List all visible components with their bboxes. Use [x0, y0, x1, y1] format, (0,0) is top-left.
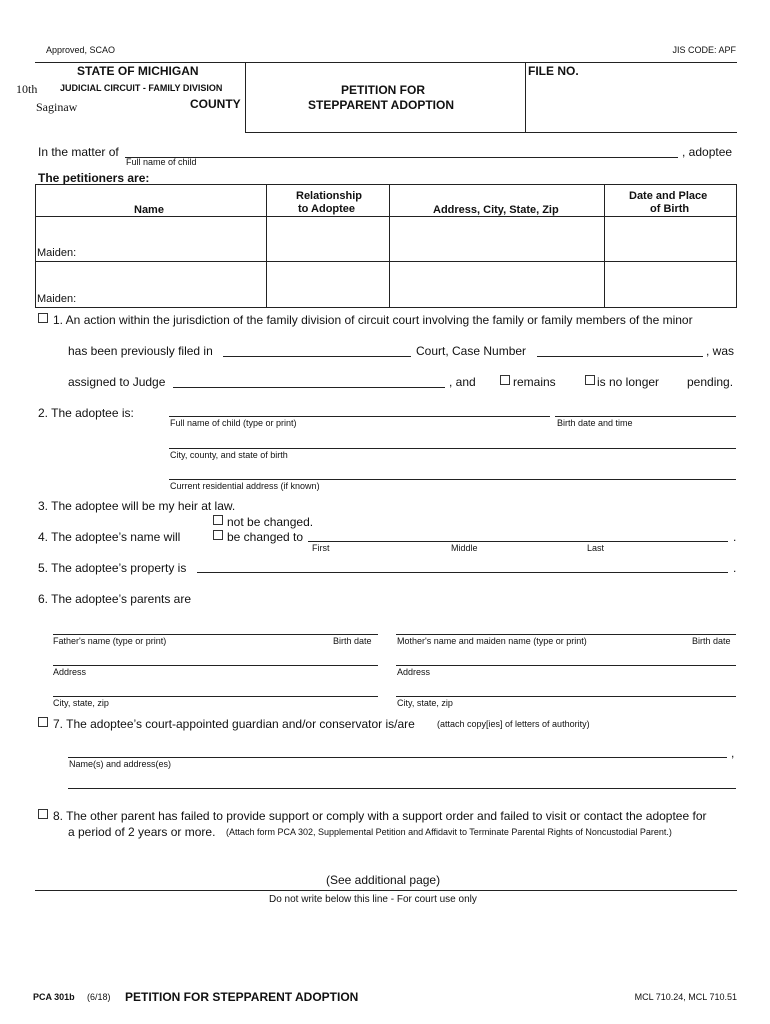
item1-checkbox[interactable] [38, 313, 48, 323]
mother-address-caption: Address [397, 667, 431, 677]
approved-text: Approved, SCAO [46, 45, 116, 55]
item1-filed-in: has been previously filed in [68, 344, 213, 358]
see-additional: (See additional page) [326, 873, 441, 887]
mother-city-caption: City, state, zip [397, 698, 453, 708]
item5-period: . [733, 561, 737, 575]
adoptee-name-caption: Full name of child (type or print) [170, 418, 297, 428]
father-address-caption: Address [53, 667, 87, 677]
col-relationship-1: Relationship [296, 190, 363, 202]
child-name-caption: Full name of child [126, 157, 197, 167]
item6-label: 6. The adoptee’s parents are [38, 592, 191, 606]
judge-field[interactable] [173, 387, 445, 388]
statute: MCL 710.24, MCL 710.51 [634, 992, 737, 1002]
court-use-note: Do not write below this line - For court use only [269, 894, 477, 905]
new-name-last-caption: Last [587, 543, 605, 553]
item7-note: (attach copy[ies] of letters of authority) [437, 719, 590, 729]
col-relationship-2: to Adoptee [298, 203, 356, 215]
father-city-field[interactable] [53, 696, 378, 697]
item4-period: . [733, 530, 737, 544]
county-name[interactable]: Saginaw [36, 100, 78, 114]
adoptee-name-field[interactable] [169, 416, 550, 417]
father-name-caption: Father's name (type or print) [53, 636, 167, 646]
mother-name-field[interactable] [396, 634, 736, 635]
name-not-changed-label: not be changed. [227, 515, 314, 529]
item1-was: , was [706, 344, 735, 358]
item8-line2: a period of 2 years or more. [68, 825, 216, 839]
adoptee-birth-field[interactable] [555, 416, 736, 417]
remains-label: remains [513, 375, 556, 389]
circuit-label: JUDICIAL CIRCUIT - FAMILY DIVISION [60, 83, 223, 93]
father-city-caption: City, state, zip [53, 698, 109, 708]
mother-birth-caption: Birth date [692, 636, 731, 646]
title-line-1: PETITION FOR [341, 83, 425, 97]
name-not-changed-checkbox[interactable] [213, 515, 223, 525]
col-birth-2: of Birth [650, 203, 690, 215]
guardian-field-2[interactable] [68, 788, 736, 789]
item7-checkbox[interactable] [38, 717, 48, 727]
col-address: Address, City, State, Zip [433, 204, 559, 216]
form-code: PCA 301b [33, 992, 75, 1002]
county-label: COUNTY [190, 97, 241, 111]
adoptee-birth-caption: Birth date and time [557, 418, 633, 428]
guardian-field[interactable] [68, 757, 727, 758]
circuit-number[interactable]: 10th [16, 82, 38, 96]
father-birth-caption: Birth date [333, 636, 372, 646]
item7-label: 7. The adoptee’s court-appointed guardian and/or conservator is/are [53, 717, 415, 731]
item2-label: 2. The adoptee is: [38, 406, 134, 420]
item4-label: 4. The adoptee’s name will [38, 530, 181, 544]
new-name-middle-caption: Middle [451, 543, 478, 553]
property-field[interactable] [197, 572, 728, 573]
matter-prefix: In the matter of [38, 145, 119, 159]
guardian-caption: Name(s) and address(es) [69, 759, 172, 769]
maiden-label-2: Maiden: [37, 293, 77, 305]
no-longer-label: is no longer [597, 375, 660, 389]
petitioners-heading: The petitioners are: [38, 171, 150, 185]
maiden-label-1: Maiden: [37, 247, 77, 259]
no-longer-checkbox[interactable] [585, 375, 595, 385]
case-number-field[interactable] [537, 356, 703, 357]
residence-caption: Current residential address (if known) [170, 481, 320, 491]
residence-field[interactable] [169, 479, 736, 480]
item1-judge: assigned to Judge [68, 375, 166, 389]
item8-note: (Attach form PCA 302, Supplemental Petition and Affidavit to Terminate Parental Rights of Noncustodial Parent.) [226, 827, 672, 837]
title-line-2: STEPPARENT ADOPTION [308, 98, 455, 112]
mother-address-field[interactable] [396, 665, 736, 666]
form-date: (6/18) [87, 992, 111, 1002]
file-no-label: FILE NO. [528, 64, 579, 78]
item1-line1: 1. An action within the jurisdiction of the family division of circuit court involving the family or family members of the minor [53, 313, 693, 327]
header-top-rule [35, 62, 737, 63]
item7-comma: , [731, 746, 735, 760]
matter-suffix: , adoptee [682, 145, 733, 159]
item1-and: , and [449, 375, 476, 389]
mother-city-field[interactable] [396, 696, 736, 697]
item1-case-number: Court, Case Number [416, 344, 527, 358]
name-changed-label: be changed to [227, 530, 304, 544]
court-field[interactable] [223, 356, 411, 357]
birth-place-field[interactable] [169, 448, 736, 449]
child-name-field[interactable] [125, 157, 678, 158]
pending-label: pending. [687, 375, 734, 389]
new-name-first-caption: First [312, 543, 330, 553]
mother-name-caption: Mother's name and maiden name (type or print) [397, 636, 587, 646]
jis-code: JIS CODE: APF [672, 45, 736, 55]
item3-label: 3. The adoptee will be my heir at law. [38, 499, 236, 513]
birth-place-caption: City, county, and state of birth [170, 450, 288, 460]
item8-line1: 8. The other parent has failed to provide support or comply with a support order and failed to visit or contact the adoptee for [53, 809, 707, 823]
col-name: Name [134, 204, 164, 216]
father-name-field[interactable] [53, 634, 378, 635]
col-birth-1: Date and Place [629, 190, 708, 202]
new-name-field[interactable] [308, 541, 728, 542]
name-changed-checkbox[interactable] [213, 530, 223, 540]
state-heading: STATE OF MICHIGAN [77, 64, 199, 78]
header-bottom-rule [245, 132, 737, 133]
item5-label: 5. The adoptee’s property is [38, 561, 187, 575]
remains-checkbox[interactable] [500, 375, 510, 385]
court-use-rule [35, 890, 737, 891]
item8-checkbox[interactable] [38, 809, 48, 819]
header-divider-2 [525, 62, 526, 132]
form-title: PETITION FOR STEPPARENT ADOPTION [125, 990, 359, 1004]
header-divider-1 [245, 62, 246, 132]
father-address-field[interactable] [53, 665, 378, 666]
